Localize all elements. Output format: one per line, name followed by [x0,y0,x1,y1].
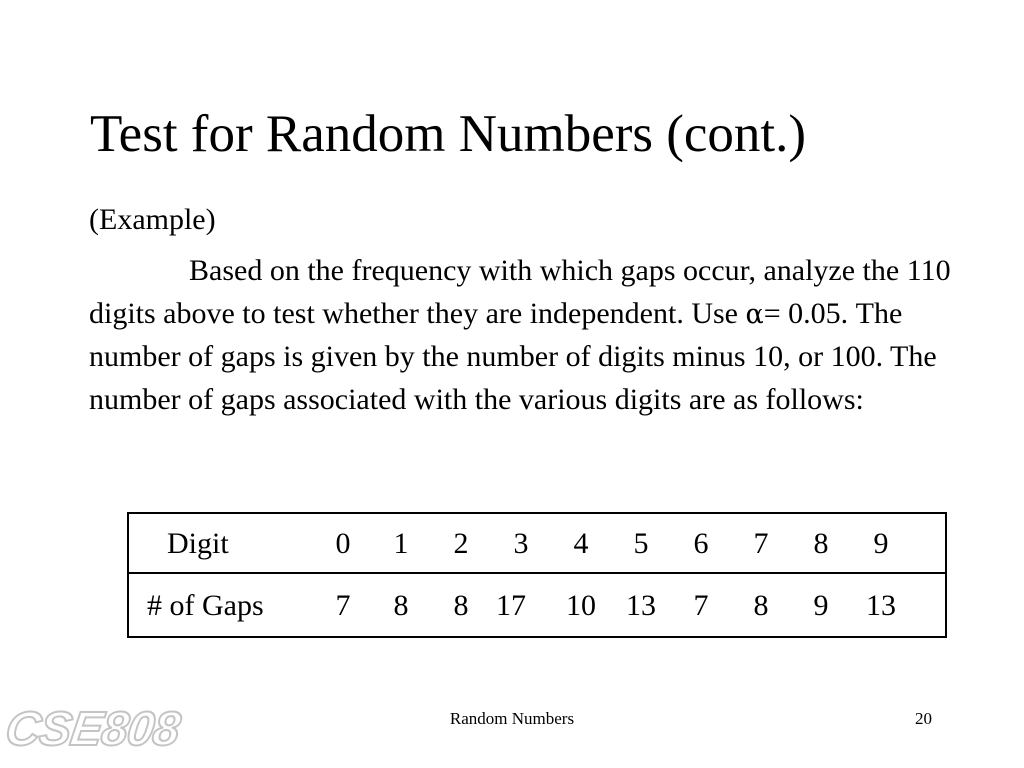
body-text-part-1: Based on the frequency with which gaps occur, analyze the 110 digits above to test whether they are independent. Use [89,254,951,330]
footer-title: Random Numbers [449,709,575,728]
digit-cell: 2 [453,527,469,560]
gaps-cell: 8 [393,589,409,622]
gaps-cell: 8 [453,589,469,622]
gaps-cell: 9 [813,589,829,622]
digit-cell: 7 [753,527,769,560]
digit-row [129,514,945,574]
table-divider [129,572,945,574]
gaps-cell: 10 [566,589,596,622]
gaps-cell: 7 [335,589,351,622]
gaps-cell: 17 [496,589,526,622]
digit-cell: 5 [633,527,649,560]
alpha-symbol: α [745,298,764,330]
gaps-cell: 7 [693,589,709,622]
gaps-row [129,576,945,636]
course-logo: CSE808 [2,703,183,756]
gaps-table [127,512,947,638]
digit-cell: 9 [873,527,889,560]
body-paragraph [89,250,959,421]
slide-title: Test for Random Numbers (cont.) [90,105,807,163]
digit-cell: 3 [513,527,529,560]
digit-cell: 0 [335,527,351,560]
gaps-cell: 13 [626,589,656,622]
gaps-row-label: # of Gaps [147,589,264,622]
gaps-cell: 8 [753,589,769,622]
digit-cell: 8 [813,527,829,560]
digit-row-label: Digit [167,527,229,560]
digit-cell: 4 [573,527,589,560]
page-number: 20 [915,709,932,728]
body-text-part-2: = 0.05. The number of gaps is given by the number of digits minus 10, or 100. The number of gaps associated with the various digits are as follows: [89,296,937,416]
digit-cell: 1 [393,527,409,560]
gaps-cell: 13 [866,589,896,622]
subheading: (Example) [89,203,216,236]
digit-cell: 6 [693,527,709,560]
